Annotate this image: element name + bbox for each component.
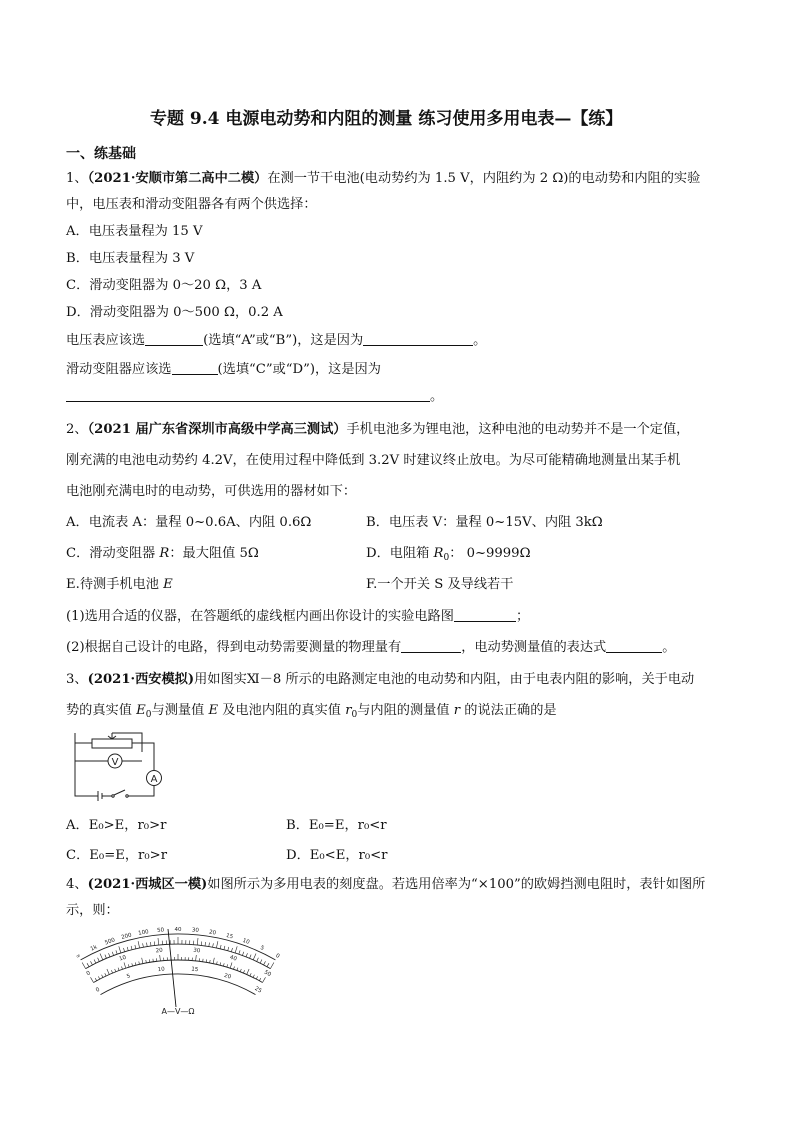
dial-tick xyxy=(220,962,221,965)
q2-stem-line1 xyxy=(66,421,689,439)
dial-tick xyxy=(150,942,151,946)
q2-option-d-post: ： 0~9999Ω xyxy=(449,546,531,561)
dial-tick-label: 50 xyxy=(262,969,272,979)
dial-tick xyxy=(234,967,235,970)
q1-option-b: B．电压表量程为 3 V xyxy=(66,251,195,266)
dial-tick xyxy=(91,977,94,982)
dial-tick-label: 30 xyxy=(191,927,200,934)
dial-tick xyxy=(124,948,125,952)
q3-option-d: D．E₀<E，r₀<r xyxy=(286,848,388,863)
dial-tick xyxy=(257,958,259,962)
q2-part2 xyxy=(66,638,675,657)
dial-tick-label: ∞ xyxy=(75,952,83,961)
q3-option-a: A．E₀>E，r₀>r xyxy=(66,818,167,833)
answer-blank[interactable] xyxy=(363,331,473,346)
dial-tick xyxy=(235,946,237,953)
dial-tick-label: 200 xyxy=(120,932,133,941)
q1-line1-end: 。 xyxy=(473,333,487,348)
dial-tick xyxy=(260,960,262,964)
dial-tick xyxy=(149,959,150,962)
dial-tick xyxy=(228,947,229,951)
q1-number: 1、 xyxy=(66,171,88,186)
q1-fill-line3 xyxy=(66,387,443,406)
dial-tick xyxy=(147,943,148,947)
dial-tick xyxy=(119,946,121,953)
dial-tick xyxy=(205,942,206,946)
dial-tick-label: 0 xyxy=(274,952,281,960)
dial-tick-label: 5 xyxy=(259,945,265,952)
dial-tick xyxy=(98,976,99,979)
q2-part1-end: ； xyxy=(515,609,530,624)
q2-option-d-var: R xyxy=(433,546,444,561)
dial-tick xyxy=(102,975,103,978)
dial-tick-label: 1k xyxy=(89,944,99,953)
q2-option-a: A．电流表 A：量程 0~0.6A、内阻 0.6Ω xyxy=(66,515,312,530)
answer-blank[interactable] xyxy=(401,638,461,653)
q2-stem-b: 刚充满的电池电动势约 4.2V，在使用过程中降低到 3.2V 时建议终止放电。为尽可能精确地测量出某手机 xyxy=(66,453,681,468)
dial-tick-label: 100 xyxy=(137,929,150,937)
dial-tick xyxy=(209,943,210,947)
q3-stem-a: 用如图实Ⅺ－8 所示的电路测定电池的电动势和内阻，由于电表内阻的影响，关于电动 xyxy=(194,672,695,687)
section-heading: 一、练基础 xyxy=(66,146,136,162)
dial-tick xyxy=(143,943,144,947)
dial-tick xyxy=(111,970,112,973)
dial-tick xyxy=(94,960,96,964)
dial-tick-label: 10 xyxy=(157,966,166,974)
dial-tick xyxy=(224,946,225,950)
dial-tick xyxy=(154,942,155,946)
dial-tick xyxy=(267,963,269,967)
q1-line2-b: (选填“C”或“D”)，这是因为 xyxy=(217,362,381,377)
dial-tick xyxy=(100,954,103,960)
answer-blank[interactable] xyxy=(454,607,516,622)
dial-tick xyxy=(139,962,140,965)
dial-tick xyxy=(160,955,161,961)
q2-option-c-pre: C．滑动变阻器 xyxy=(66,546,160,561)
q1-option-c: C．滑动变阻器为 0～20 Ω，3 A xyxy=(66,278,262,293)
q2-option-d-pre: D．电阻箱 xyxy=(366,546,434,561)
q1-line1-a: 电压表应该选 xyxy=(66,333,146,348)
dial-tick xyxy=(213,943,214,947)
q3-stem-b3: 及电池内阻的真实值 xyxy=(218,703,346,718)
dial-needle xyxy=(168,929,176,1007)
dial-tick xyxy=(253,975,254,978)
q2-part2-end: 。 xyxy=(662,640,676,655)
dial-tick xyxy=(91,961,93,965)
dial-tick xyxy=(135,962,136,965)
dial-tick-label: 15 xyxy=(225,932,234,941)
dial-tick-label: 50 xyxy=(156,927,165,934)
dial-tick-label: 10 xyxy=(118,954,128,963)
q2-option-c xyxy=(66,545,259,563)
q2-part2-a: (2)根据自己设计的电路，得到电动势需要测量的物理量有 xyxy=(66,640,402,655)
q2-option-c-post: ：最大阻值 5Ω xyxy=(169,546,259,561)
dial-tick xyxy=(264,961,266,965)
q1-line3-end: 。 xyxy=(430,389,444,404)
q3-number: 3、 xyxy=(66,672,88,687)
dial-tick xyxy=(87,963,89,967)
dial-tick-label: 25 xyxy=(253,985,263,995)
page-title: 专题 9.4 电源电动势和内阻的测量 练习使用多用电表—【练】 xyxy=(150,109,623,129)
q3-stem-b5: 的说法正确的是 xyxy=(460,703,557,718)
dial-tick xyxy=(105,973,106,976)
q1-line2-a: 滑动变阻器应该选 xyxy=(66,362,172,377)
q3-source: (2021·西安模拟) xyxy=(87,672,195,687)
var-E: E xyxy=(208,703,219,718)
q3-option-c: C．E₀=E，r₀>r xyxy=(66,848,167,863)
dial-tick xyxy=(142,958,143,964)
dial-tick xyxy=(247,969,249,975)
dial-tick xyxy=(240,969,241,972)
dial-tick-label: 500 xyxy=(104,937,117,947)
dial-tick-label: 5 xyxy=(126,973,132,981)
q1-fill-line2 xyxy=(66,360,381,379)
dial-scale-arc xyxy=(94,960,263,982)
q2-option-d xyxy=(366,545,531,567)
q4-number: 4、 xyxy=(66,877,88,892)
q2-option-b: B．电压表 V：量程 0~15V、内阻 3kΩ xyxy=(366,515,603,530)
dial-tick xyxy=(124,963,126,969)
dial-tick xyxy=(220,945,221,949)
q4-source: (2021·西城区一模) xyxy=(87,877,208,892)
q2-option-f: F.一个开关 S 及导线若干 xyxy=(366,577,514,592)
rheostat xyxy=(92,739,132,748)
answer-blank[interactable] xyxy=(172,360,218,375)
q2-part1 xyxy=(66,607,529,626)
dial-tick-label: 20 xyxy=(208,929,217,937)
dial-tick xyxy=(206,959,207,962)
dial-tick xyxy=(132,963,133,966)
var-E: E xyxy=(136,703,146,718)
sub-0: 0 xyxy=(145,710,152,720)
q1-option-d: D．滑动变阻器为 0～500 Ω，0.2 A xyxy=(66,305,283,320)
dial-tick xyxy=(250,973,251,976)
dial-tick xyxy=(270,963,274,969)
dial-tick xyxy=(115,969,116,972)
dial-tick-label: 30 xyxy=(192,947,201,955)
q1-fill-line1 xyxy=(66,331,486,350)
dial-tick xyxy=(95,978,96,981)
q2-option-e xyxy=(66,576,173,594)
dial-tick xyxy=(242,952,243,956)
q4-stem-b: 示，则： xyxy=(66,903,119,918)
dial-tick xyxy=(256,976,257,979)
dial-tick xyxy=(239,950,240,954)
dial-tick xyxy=(196,955,197,961)
dial-tick xyxy=(263,977,266,982)
q1-stem-b: 中，电压表和滑动变阻器各有两个供选择： xyxy=(66,197,317,212)
q3-option-b: B．E₀=E，r₀<r xyxy=(286,818,387,833)
dial-scale-arc xyxy=(101,974,256,995)
q2-stem-c: 电池刚充满电时的电动势，可供选用的器材如下： xyxy=(66,484,357,499)
dial-tick xyxy=(197,938,198,945)
dial-tick xyxy=(131,946,132,950)
dial-tick xyxy=(98,958,100,962)
dial-tick xyxy=(231,948,232,952)
dial-tick xyxy=(105,955,107,959)
q4-stem-a: 如图所示为多用电表的刻度盘。若选用倍率为“×100”的欧姆挡测电阻时，表针如图所 xyxy=(207,877,706,892)
dial-tick-label: 0 xyxy=(94,986,102,994)
dial-tick xyxy=(107,969,109,975)
q3-stem-b2: 与测量值 xyxy=(151,703,209,718)
ammeter-label: A xyxy=(150,774,158,785)
dial-tick xyxy=(237,968,238,971)
answer-blank[interactable] xyxy=(145,331,203,346)
dial-tick-label: 20 xyxy=(155,947,164,955)
q1-option-a: A．电压表量程为 15 V xyxy=(66,224,203,239)
q3-stem-line2 xyxy=(66,702,557,724)
dial-tick-label: 10 xyxy=(241,937,251,946)
answer-blank[interactable] xyxy=(606,638,662,653)
dial-tick xyxy=(82,963,86,969)
dial-tick xyxy=(243,970,244,973)
q2-part2-b: ，电动势测量值的表达式 xyxy=(461,640,607,655)
dial-tick xyxy=(253,954,256,960)
dial-tick-label: 0 xyxy=(85,970,92,978)
q2-option-e-var: E xyxy=(163,577,173,592)
q2-option-e-pre: E.待测手机电池 xyxy=(66,577,164,592)
sub-0: 0 xyxy=(351,710,358,720)
q1-stem-a: 在测一节干电池(电动势约为 1.5 V，内阻约为 2 Ω)的电动势和内阻的实验 xyxy=(267,171,701,186)
dial-tick xyxy=(259,978,260,981)
dial-tick xyxy=(250,955,252,959)
answer-blank[interactable] xyxy=(66,387,430,402)
circuit-diagram xyxy=(70,730,170,804)
q2-part1-text: (1)选用合适的仪器，在答题纸的虚线框内画出你设计的实验电路图 xyxy=(66,609,454,624)
dial-tick xyxy=(217,962,218,965)
q1-source: （2021·安顺市第二高中二模） xyxy=(87,171,268,186)
dial-tick xyxy=(213,958,214,964)
dial-tick xyxy=(138,941,140,948)
dial-tick-label: 20 xyxy=(223,972,232,981)
dial-tick xyxy=(223,963,224,966)
q3-stem-b1: 势的真实值 xyxy=(66,703,137,718)
q2-number: 2、 xyxy=(66,422,88,437)
dial-tick-label: 40 xyxy=(174,927,182,933)
dial-tick xyxy=(246,953,248,957)
dial-tick xyxy=(127,947,128,951)
dial-tick xyxy=(230,963,232,969)
q2-option-d-sub: 0 xyxy=(443,553,450,563)
dial-tick xyxy=(118,968,119,971)
q1-line1-b: (选填“A”或“B”)，这是因为 xyxy=(203,333,364,348)
q3-stem-line1 xyxy=(66,671,694,689)
q3-stem-b4: 与内阻的测量值 xyxy=(357,703,454,718)
dial-tick xyxy=(116,950,117,954)
dial-tick xyxy=(135,945,136,949)
dial-tick-label: 15 xyxy=(190,966,199,974)
dial-tick-label: 40 xyxy=(228,954,238,963)
var-r: r xyxy=(453,703,461,718)
switch xyxy=(112,795,114,797)
dial-tick xyxy=(122,967,123,970)
q2-source: （2021 届广东省深圳市高级中学高三测试） xyxy=(87,422,347,437)
q1-stem-line1 xyxy=(66,170,700,188)
dial-tick xyxy=(201,942,202,946)
multimeter-dial xyxy=(62,925,281,1017)
q2-option-c-var: R xyxy=(159,546,170,561)
voltmeter-label: V xyxy=(111,757,119,768)
dial-tick xyxy=(216,941,218,948)
var-r: r xyxy=(345,703,352,718)
dial-tick xyxy=(158,938,159,945)
dial-tick xyxy=(112,952,113,956)
q2-stem-a: 手机电池多为锂电池，这种电池的电动势并不是一个定值， xyxy=(346,422,690,437)
q4-stem-line1 xyxy=(66,876,705,894)
dial-label: A—V—Ω xyxy=(161,1007,195,1016)
dial-tick xyxy=(109,953,111,957)
